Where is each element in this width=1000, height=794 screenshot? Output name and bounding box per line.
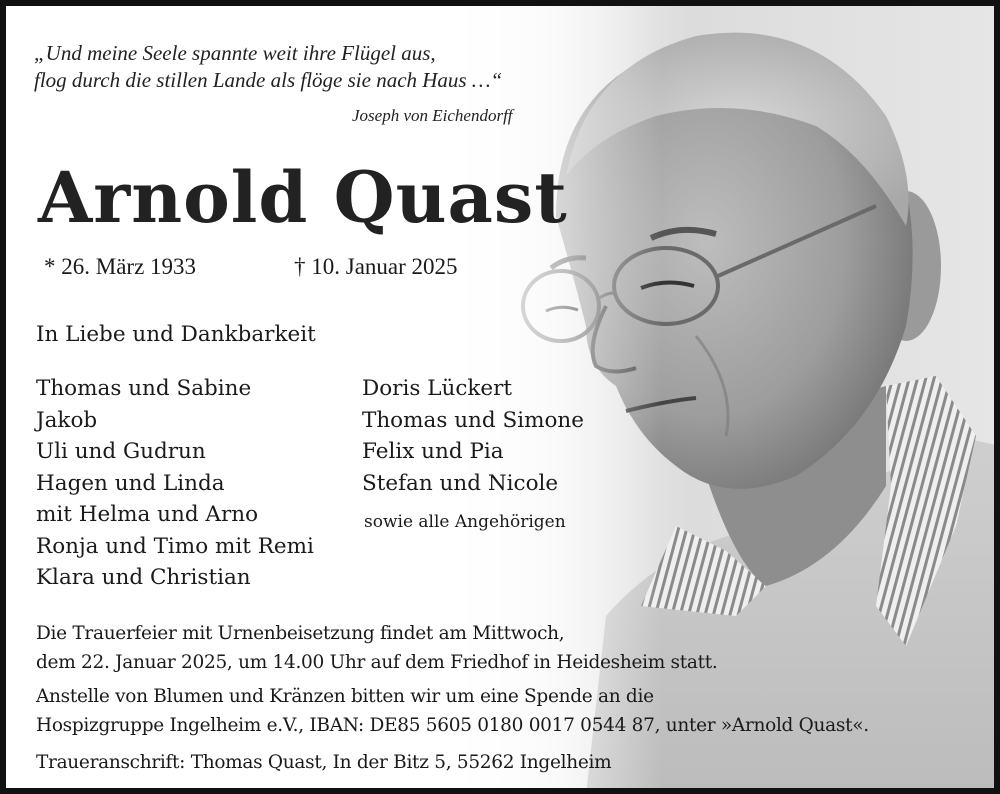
mourners-left-column — [36, 376, 314, 597]
mourner-entry: Thomas und Simone — [362, 407, 585, 433]
death-date: † 10. Januar 2025 — [294, 254, 458, 279]
mourner-entry: Doris Lückert — [362, 376, 513, 401]
donation-line-2: Hospizgruppe Ingelheim e.V., IBAN: DE85 5605 0180 0017 0544 87, unter »Arnold Quast«. — [36, 715, 869, 736]
mourner-entry: mit Helma und Arno — [36, 502, 259, 527]
dedication-text: In Liebe und Dankbarkeit — [36, 322, 316, 347]
relatives-note: sowie alle Angehörigen — [364, 512, 566, 532]
quote-line-2: flog durch die stillen Lande als flöge sie nach Haus …“ — [34, 68, 503, 92]
mourner-entry: Felix und Pia — [362, 439, 504, 464]
birth-date: * 26. März 1933 — [44, 254, 197, 279]
ceremony-line-2: dem 22. Januar 2025, um 14.00 Uhr auf dem Friedhof in Heidesheim statt. — [36, 652, 718, 673]
mourner-entry: Jakob — [36, 407, 98, 433]
donation-line-1: Anstelle von Blumen und Kränzen bitten wir um eine Spende an die — [36, 686, 654, 707]
quote-author: Joseph von Eichendorff — [352, 106, 513, 125]
mourner-entry: Ronja und Timo mit Remi — [36, 533, 314, 559]
quote-line-1: „Und meine Seele spannte weit ihre Flügel aus, — [34, 41, 436, 65]
mourners-right-column — [362, 376, 584, 502]
deceased-name: Arnold Quast — [38, 156, 568, 239]
mourner-entry: Stefan und Nicole — [362, 470, 559, 496]
mourner-entry: Klara und Christian — [36, 565, 251, 590]
ceremony-line-1: Die Trauerfeier mit Urnenbeisetzung findet am Mittwoch, — [36, 623, 565, 644]
mourner-entry: Hagen und Linda — [36, 470, 225, 496]
mourner-entry: Uli und Gudrun — [36, 439, 206, 464]
epigraph-quote — [34, 40, 502, 94]
mourning-address: Traueranschrift: Thomas Quast, In der Bitz 5, 55262 Ingelheim — [36, 752, 612, 773]
mourner-entry: Thomas und Sabine — [36, 376, 252, 401]
